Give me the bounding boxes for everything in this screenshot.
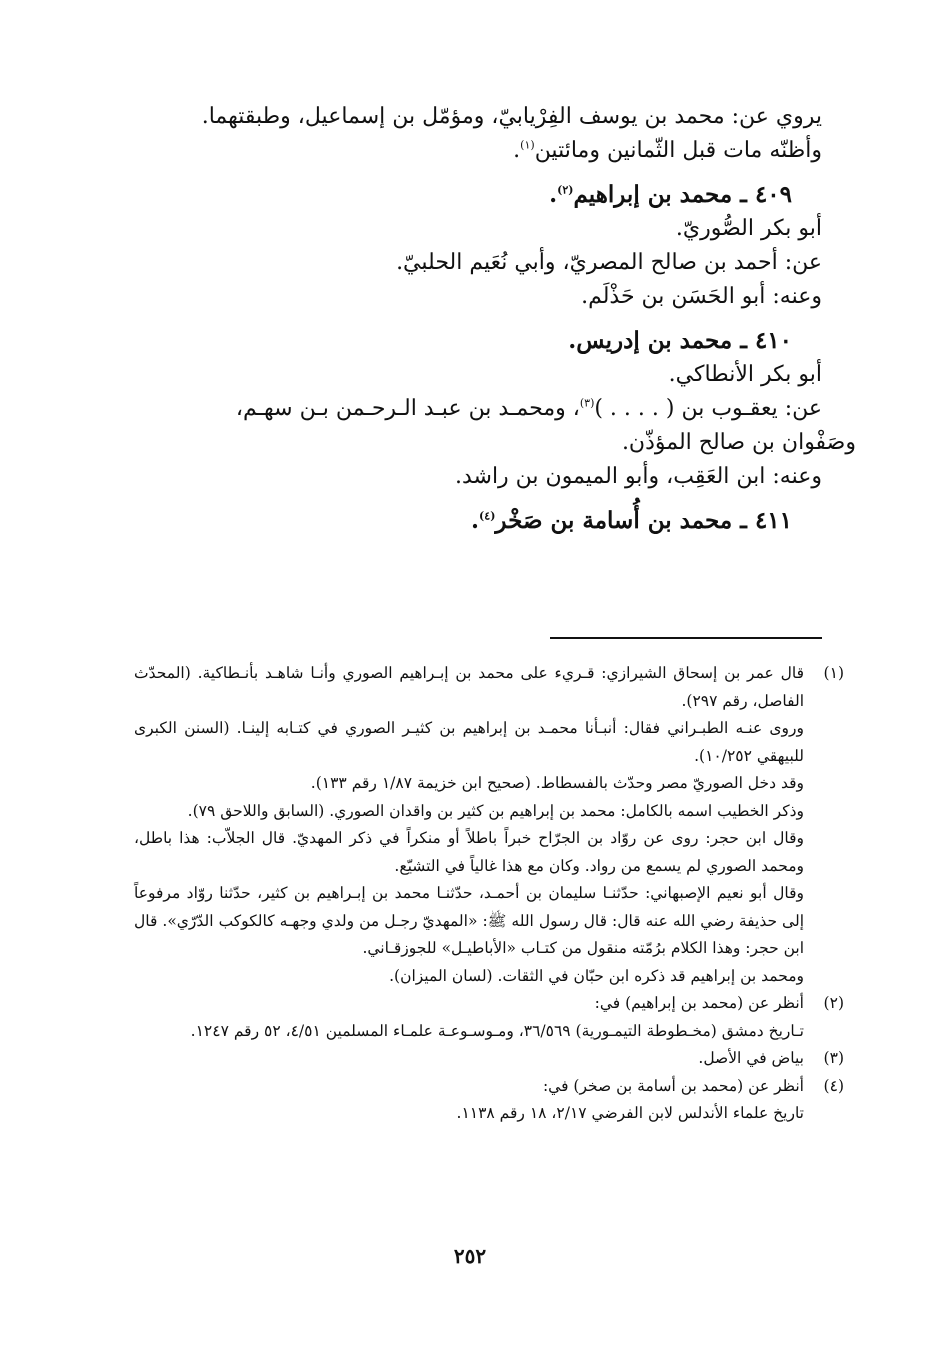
footnote-number: (٣) [823, 1049, 844, 1067]
footnote [134, 660, 844, 990]
footnote-paragraph: وروى عنـه الطبـراني فقال: أنبـأنا محمـد بن إبراهيم بن كثيـر الصوري في كتـابه إلينـا. (السنن الكبرى للبيهقي ١٠/٢٥٢). [134, 719, 804, 765]
footnote-paragraph: قال عمر بن إسحاق الشيرازي: قـريء على محمد بن إبـراهيم الصوري وأنـا شاهـد بأنـطاكية. (المحدّث الفاصل، رقم ٢٩٧). [134, 664, 804, 710]
entry-heading-411 [112, 504, 822, 538]
footnote-ref[interactable]: (٣) [579, 396, 595, 410]
entry-heading-409 [112, 178, 822, 212]
entry-students: وعنه: أبو الحَسَن بن حَذْلَم. [581, 284, 822, 309]
entry-title: ٤١١ ـ محمد بن أُسامة بن صَخْر [495, 507, 792, 534]
entry-text: عن: يعقـوب بن ( . . . . ) [594, 396, 822, 421]
entry-title: ٤٠٩ ـ محمد بن إبراهيم [573, 181, 792, 208]
footnote [134, 990, 844, 1045]
footnote-paragraph: وذكر الخطيب اسمه بالكامل: محمد بن إبراهيم بن كثير بن واقدان الصوري. (السابق واللاحق ٧٩). [187, 801, 804, 820]
entry-teachers: عن: أحمد بن صالح المصريّ، وأبي نُعَيم الحلبيّ. [396, 250, 822, 275]
punctuation: . [471, 507, 480, 534]
footnote-ref[interactable]: (٤) [479, 509, 496, 523]
footnote-separator [550, 637, 822, 639]
footnote-paragraph: بياض في الأصل. [698, 1049, 804, 1067]
entry-heading-410: ٤١٠ ـ محمد بن إدريس. [568, 327, 792, 354]
footnote-paragraph: ومحمد بن إبراهيم قد ذكره ابن حبّان في الثقات. (لسان الميزان). [389, 966, 804, 985]
punctuation: . [549, 181, 558, 208]
footnote-number: (٢) [823, 994, 844, 1012]
entry-text: ، ومحمـد بن عبـد الـرحـمن بـن سهـم، [235, 396, 580, 421]
page-number: ٢٥٢ [453, 1244, 487, 1268]
footnote-ref[interactable]: (١) [520, 138, 535, 152]
entry-teachers [112, 392, 822, 426]
punctuation: . [513, 138, 521, 163]
footnote-body [134, 990, 804, 1045]
intro-line: يروي عن: محمد بن يوسف الفِرْيابيّ، ومؤمّل بن إسماعيل، وطبقتهما. [201, 104, 822, 129]
footnote-body [134, 660, 804, 990]
footnotes [134, 660, 844, 1128]
footnote-paragraph: أنظر عن (محمد بن إبراهيم) في: [594, 994, 804, 1012]
entry-kunya: أبو بكر الأنطاكي. [668, 362, 822, 387]
footnote-paragraph: تاريخ علماء الأندلس لابن الفرضي ٢/١٧، ١٨ رقم ١١٣٨. [456, 1104, 804, 1122]
footnote-number: (٤) [823, 1076, 844, 1095]
entry-teachers-cont: وصَفْوان بن صالح المؤذّن. [621, 430, 856, 455]
entry-kunya: أبو بكر الصُّوريّ. [675, 216, 822, 241]
footnote-paragraph: أنظر عن (محمد بن أسامة بن صخر) في: [542, 1076, 804, 1095]
entry-students: وعنه: ابن العَقِب، وأبو الميمون بن راشد. [454, 464, 822, 489]
footnote-paragraph: تـاريخ دمشق (مخـطوطة التيمـورية) ٣٦/٥٦٩، ومـوسـوعـة علمـاء المسلمين ٤/٥١، ٥٢ رقم ١٢٤٧. [190, 1021, 804, 1040]
intro-text: وأظنّه مات قبل الثّمانين ومائتين [534, 138, 822, 163]
footnote-ref[interactable]: (٢) [557, 183, 574, 197]
main-text [112, 100, 856, 538]
footnote-body [134, 1045, 804, 1073]
footnote-paragraph: وقد دخل الصوريّ مصر وحدّث بالفسطاط. (صحيح ابن خزيمة ١/٨٧ رقم ١٣٣). [310, 774, 804, 792]
footnote-body [134, 1073, 804, 1128]
footnote [134, 1073, 844, 1128]
intro-line [112, 134, 822, 168]
footnote [134, 1045, 844, 1073]
footnote-number: (١) [823, 664, 844, 682]
footnote-paragraph: وقال أبو نعيم الإصبهاني: حدّثنـا سليمان بن أحمـد، حدّثنـا محمد بن إبـراهيم بن كثير، حدّثنا روّاد مرفوعاً إلى حذيفة رضي الله عنه قال: قال رسول الله ﷺ: «المهديّ رجـل من ولدي وجهـه كالكوكب الدّرّي». قال ابن حجر: وهذا الكلام برُمّته منقول من كتـاب «الأباطيـل» للجوزقـاني. [134, 884, 804, 957]
footnote-paragraph: وقال ابن حجر: روى عن روّاد بن الجرّاح خبراً باطلاً أو منكراً في ذكر المهديّ. قال الجلاّب: هذا باطل، ومحمد الصوري لم يسمع من رواد. وكان مع هذا غالياً في التشيّع. [134, 829, 804, 875]
